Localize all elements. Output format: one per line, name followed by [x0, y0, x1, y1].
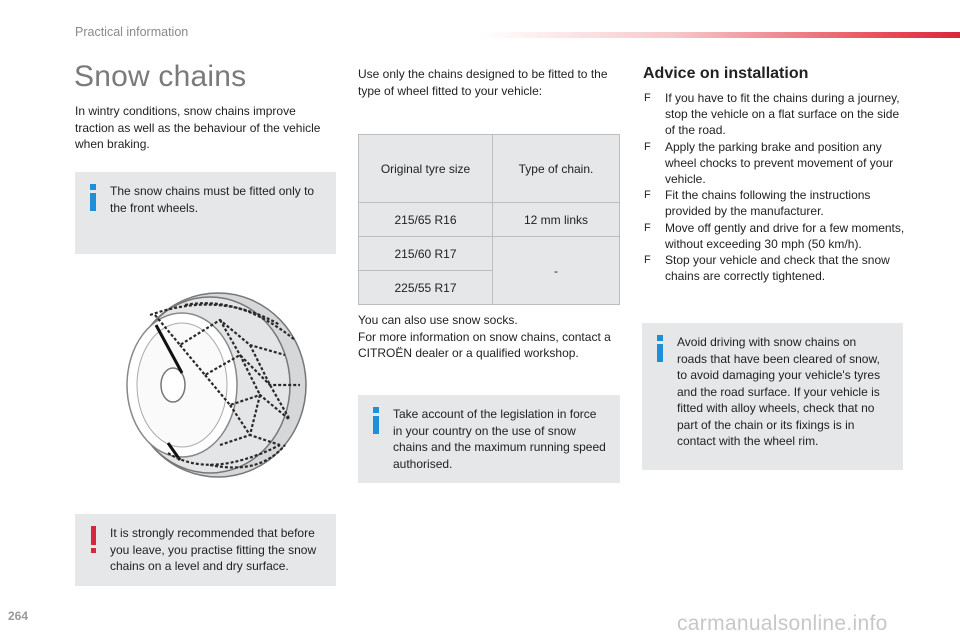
info-icon [89, 184, 98, 214]
table-header-tyre-size: Original tyre size [359, 135, 493, 203]
snow-socks-paragraph [358, 312, 624, 362]
advice-heading: Advice on installation [643, 65, 809, 82]
list-item: F Stop your vehicle and check that the snow chains are correctly tightened. [644, 253, 890, 284]
info-front-wheels-text: The snow chains must be fitted only to the front wheels. [110, 184, 315, 215]
table-cell-size: 215/65 R16 [359, 203, 493, 237]
list-item: F Apply the parking brake and position any wheel chocks to prevent movement of your vehicle. [644, 139, 894, 187]
info-alloy-text: Avoid driving with snow chains on roads that have been cleared of snow, to avoid damaging your vehicle's tyres and the road surface. If your vehicle is fitted with alloy wheels, check that no part of the chain or its fixings is in contact with the wheel rim. [677, 335, 881, 448]
info-icon [372, 407, 381, 437]
table-header-chain-type: Type of chain. [493, 135, 620, 203]
chain-size-table [358, 134, 620, 305]
table-row [359, 203, 620, 237]
info-box-alloy-wheels [642, 323, 903, 470]
list-item: F If you have to fit the chains during a journey, stop the vehicle on a flat surface on the side of the road. [644, 91, 900, 138]
checkbox-bullet-icon: F [644, 92, 651, 104]
snow-chain-wheel-illustration [110, 285, 310, 485]
table-header-row [359, 135, 620, 203]
table-row [359, 237, 620, 271]
list-item: F Fit the chains following the instructions provided by the manufacturer. [644, 188, 871, 219]
page-title: Snow chains [74, 60, 247, 93]
page-number: 264 [8, 609, 29, 623]
list-item: F Move off gently and drive for a few moments, without exceeding 30 mph (50 km/h). [644, 220, 905, 251]
table-cell-size: 215/60 R17 [359, 237, 493, 271]
table-cell-chain: 12 mm links [493, 203, 620, 237]
table-cell-chain: - [493, 237, 620, 305]
info-box-legislation [358, 395, 620, 483]
advice-list [643, 90, 905, 284]
info-icon [656, 335, 665, 365]
snow-socks-line: You can also use snow socks. [358, 313, 518, 327]
watermark: carmanualsonline.info [677, 612, 888, 635]
checkbox-bullet-icon: F [644, 140, 651, 153]
table-cell-size: 225/55 R17 [359, 271, 493, 305]
dealer-contact-line: For more information on snow chains, contact a CITROËN dealer or a qualified workshop. [358, 329, 611, 360]
chains-intro-paragraph: Use only the chains designed to be fitted to the type of wheel fitted to your vehicle: [358, 67, 608, 98]
checkbox-bullet-icon: F [644, 189, 651, 202]
warning-icon [90, 526, 98, 556]
warning-practice-text: It is strongly recommended that before you leave, you practise fitting the snow chains on a level and dry surface. [110, 526, 317, 573]
info-legislation-text: Take account of the legislation in force in your country on the use of snow chains and the maximum running speed authorised. [393, 407, 606, 471]
checkbox-bullet-icon: F [644, 221, 651, 234]
info-box-front-wheels [75, 172, 336, 254]
warning-box-practice [75, 514, 336, 586]
section-header: Practical information [75, 25, 189, 39]
intro-paragraph: In wintry conditions, snow chains improve traction as well as the behaviour of the vehicle when braking. [75, 104, 321, 151]
header-accent-bar [480, 32, 960, 38]
checkbox-bullet-icon: F [644, 254, 651, 267]
